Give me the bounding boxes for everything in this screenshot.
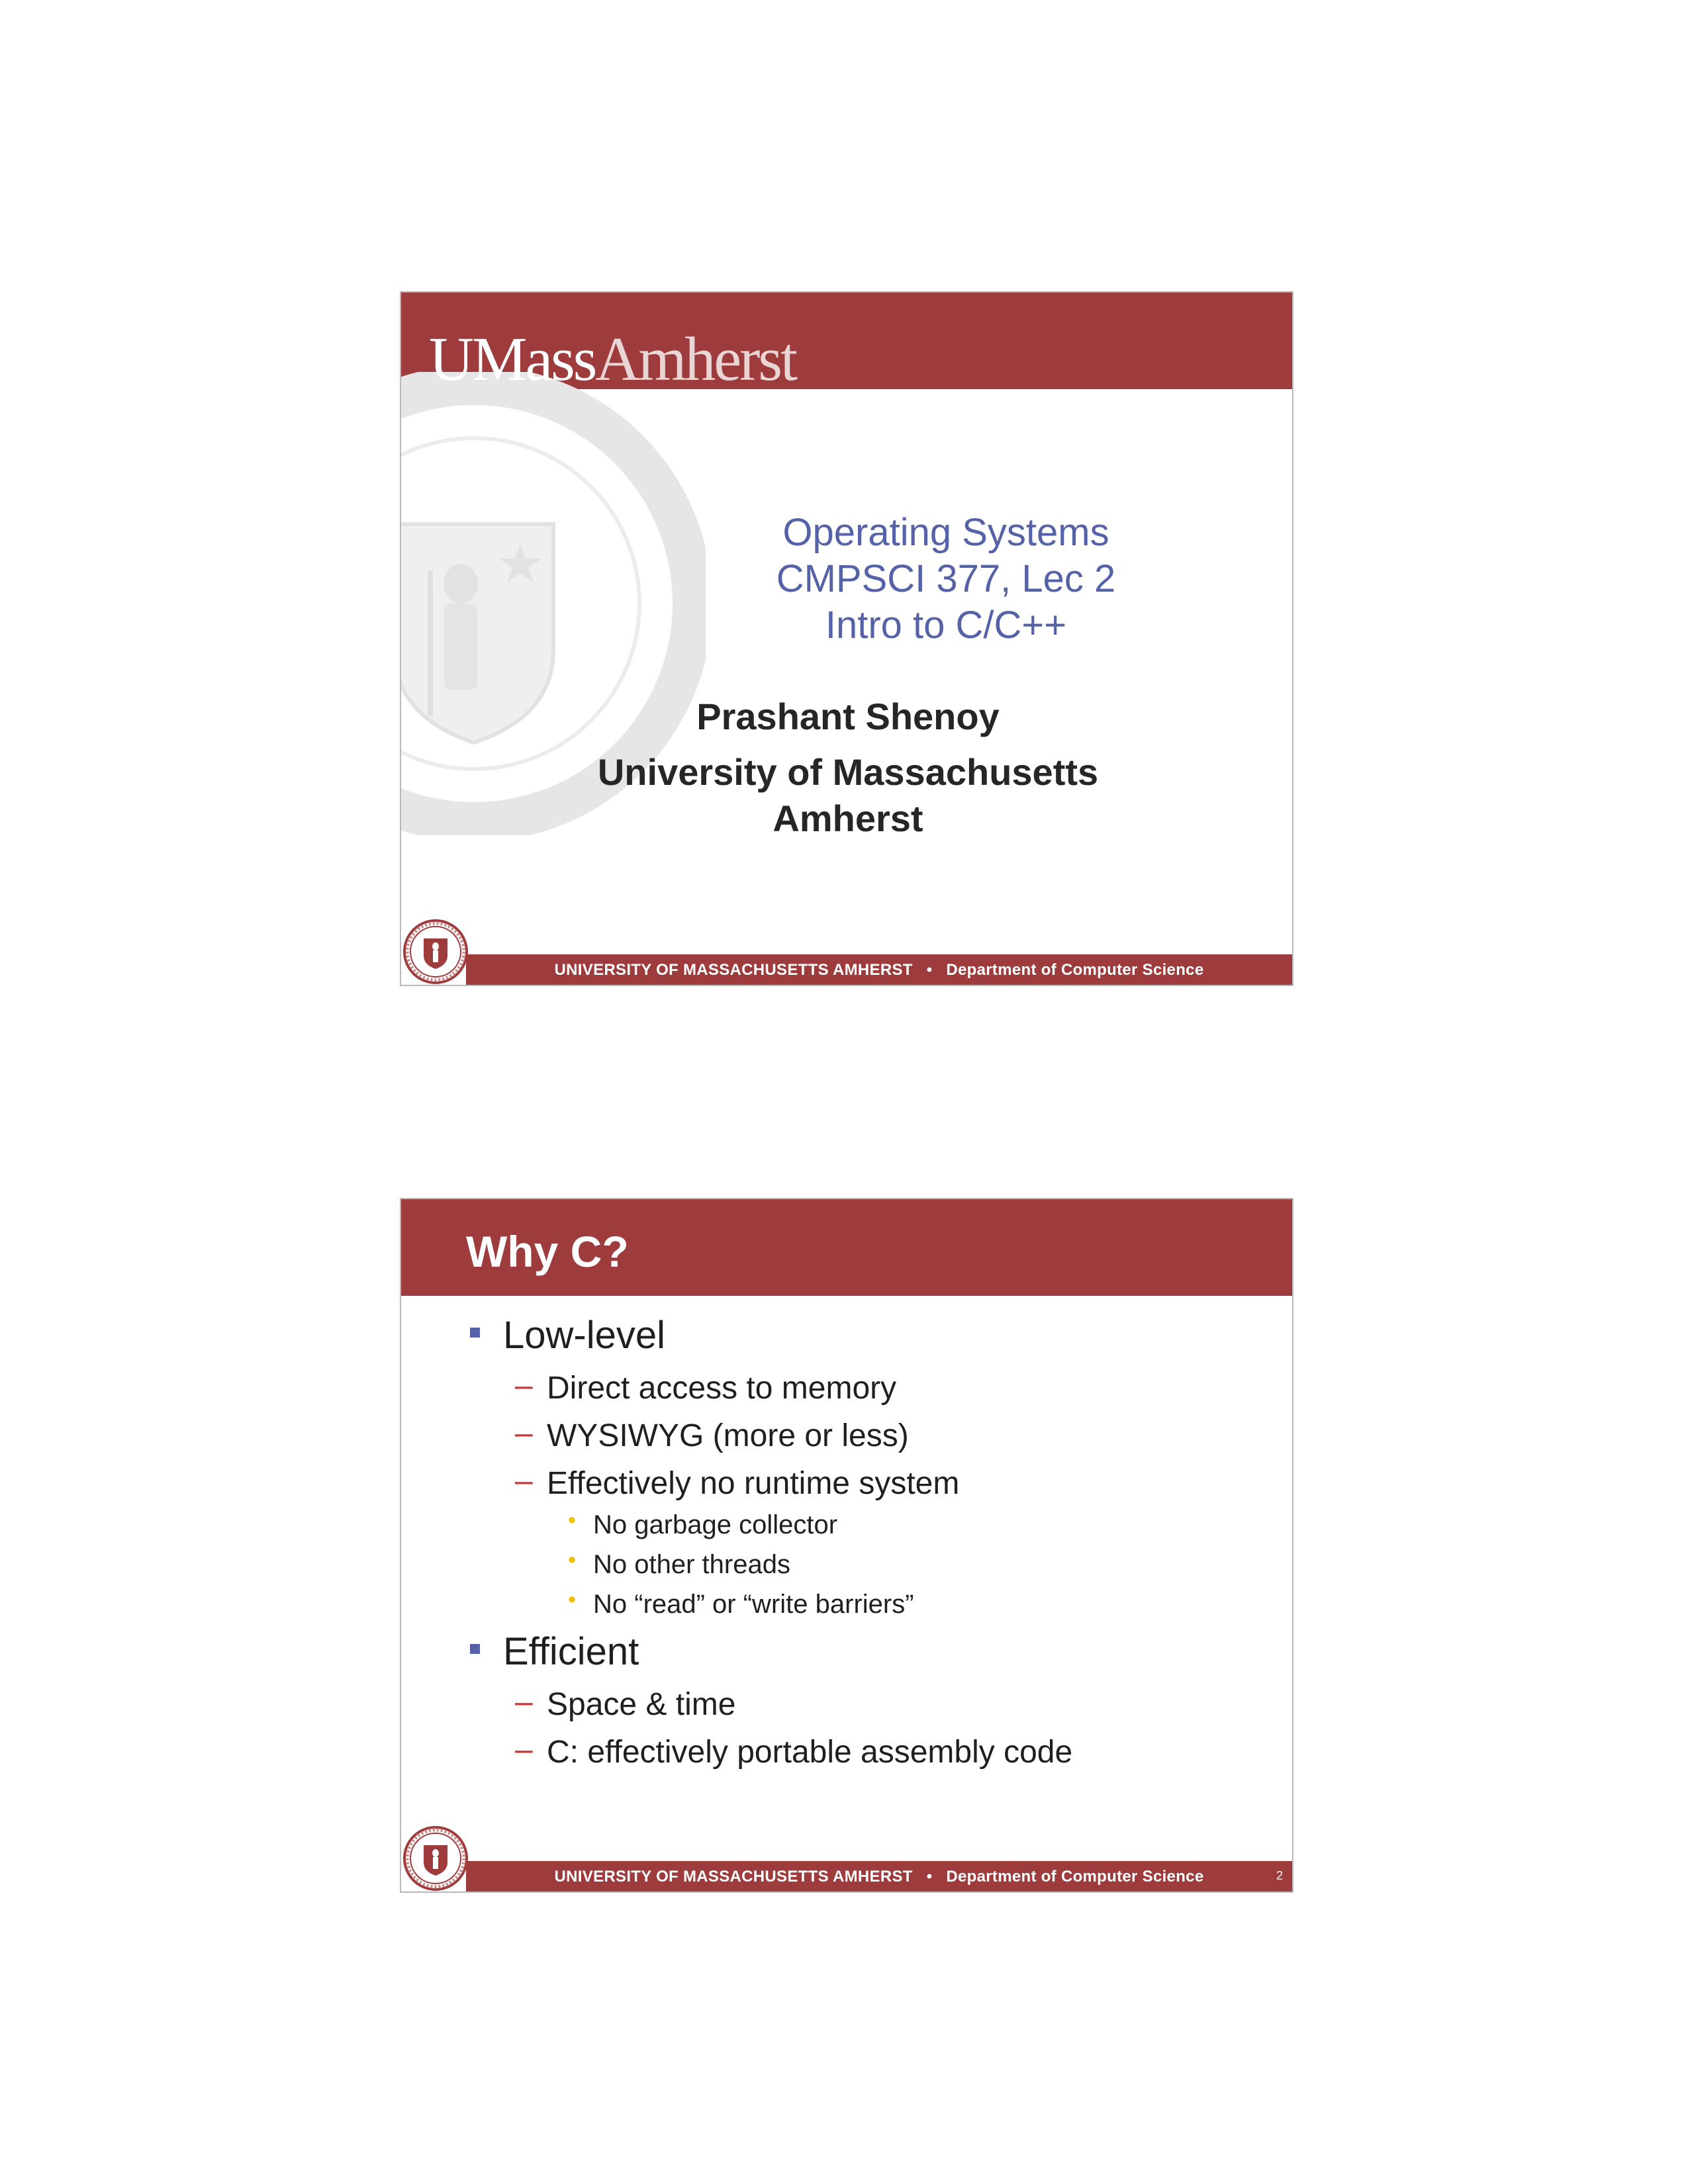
author-name: Prashant Shenoy [696,696,1000,737]
footer-department: Department of Computer Science [946,961,1204,979]
title-slide [400,291,1293,986]
footer-bar [466,954,1292,986]
dot-bullet-icon: • [568,1547,576,1572]
course-number: CMPSCI 377, Lec 2 [776,557,1116,600]
footer-university: UNIVERSITY OF MASSACHUSETTS AMHERST [554,1868,913,1886]
title-block [600,510,1292,649]
list-item: Efficient [503,1629,639,1674]
affiliation-line-2: Amherst [773,797,923,839]
affiliation-line-1: University of Massachusetts [597,751,1099,793]
footer-department: Department of Computer Science [946,1868,1204,1886]
dash-bullet-icon: – [515,1463,533,1498]
lecture-topic: Intro to C/C++ [825,604,1067,647]
footer-separator: • [926,961,933,979]
list-item: – Direct access to memory [515,1368,897,1406]
bullet-list [401,1199,1292,1891]
course-title: Operating Systems [782,511,1109,554]
author-block [401,694,1293,842]
list-item: – Space & time [515,1684,736,1722]
content-slide [400,1198,1293,1893]
university-seal-icon [402,1825,469,1891]
footer-text [466,961,1292,979]
dot-bullet-icon: • [568,1587,576,1612]
list-item: • No garbage collector [568,1508,838,1539]
footer-bar [466,1861,1292,1893]
list-item: – C: effectively portable assembly code [515,1732,1073,1770]
list-item: • No “read” or “write barriers” [568,1587,914,1619]
footer-separator: • [926,1868,933,1886]
dash-bullet-icon: – [515,1732,533,1767]
slide-title: Why C? [466,1227,629,1276]
dash-bullet-icon: – [515,1368,533,1403]
dash-bullet-icon: – [515,1684,533,1719]
list-item: – WYSIWYG (more or less) [515,1416,909,1453]
footer-university: UNIVERSITY OF MASSACHUSETTS AMHERST [554,961,913,979]
square-bullet-icon [470,1644,480,1654]
list-item: Low-level [503,1313,665,1357]
dot-bullet-icon: • [568,1508,576,1533]
university-seal-icon [402,919,469,985]
footer-text [466,1868,1292,1886]
page-number: 2 [1276,1869,1283,1882]
list-item: – Effectively no runtime system [515,1463,960,1501]
umass-amherst-logo: UMassAmherst [429,325,796,394]
list-item: • No other threads [568,1547,790,1579]
dash-bullet-icon: – [515,1416,533,1451]
square-bullet-icon [470,1328,480,1338]
